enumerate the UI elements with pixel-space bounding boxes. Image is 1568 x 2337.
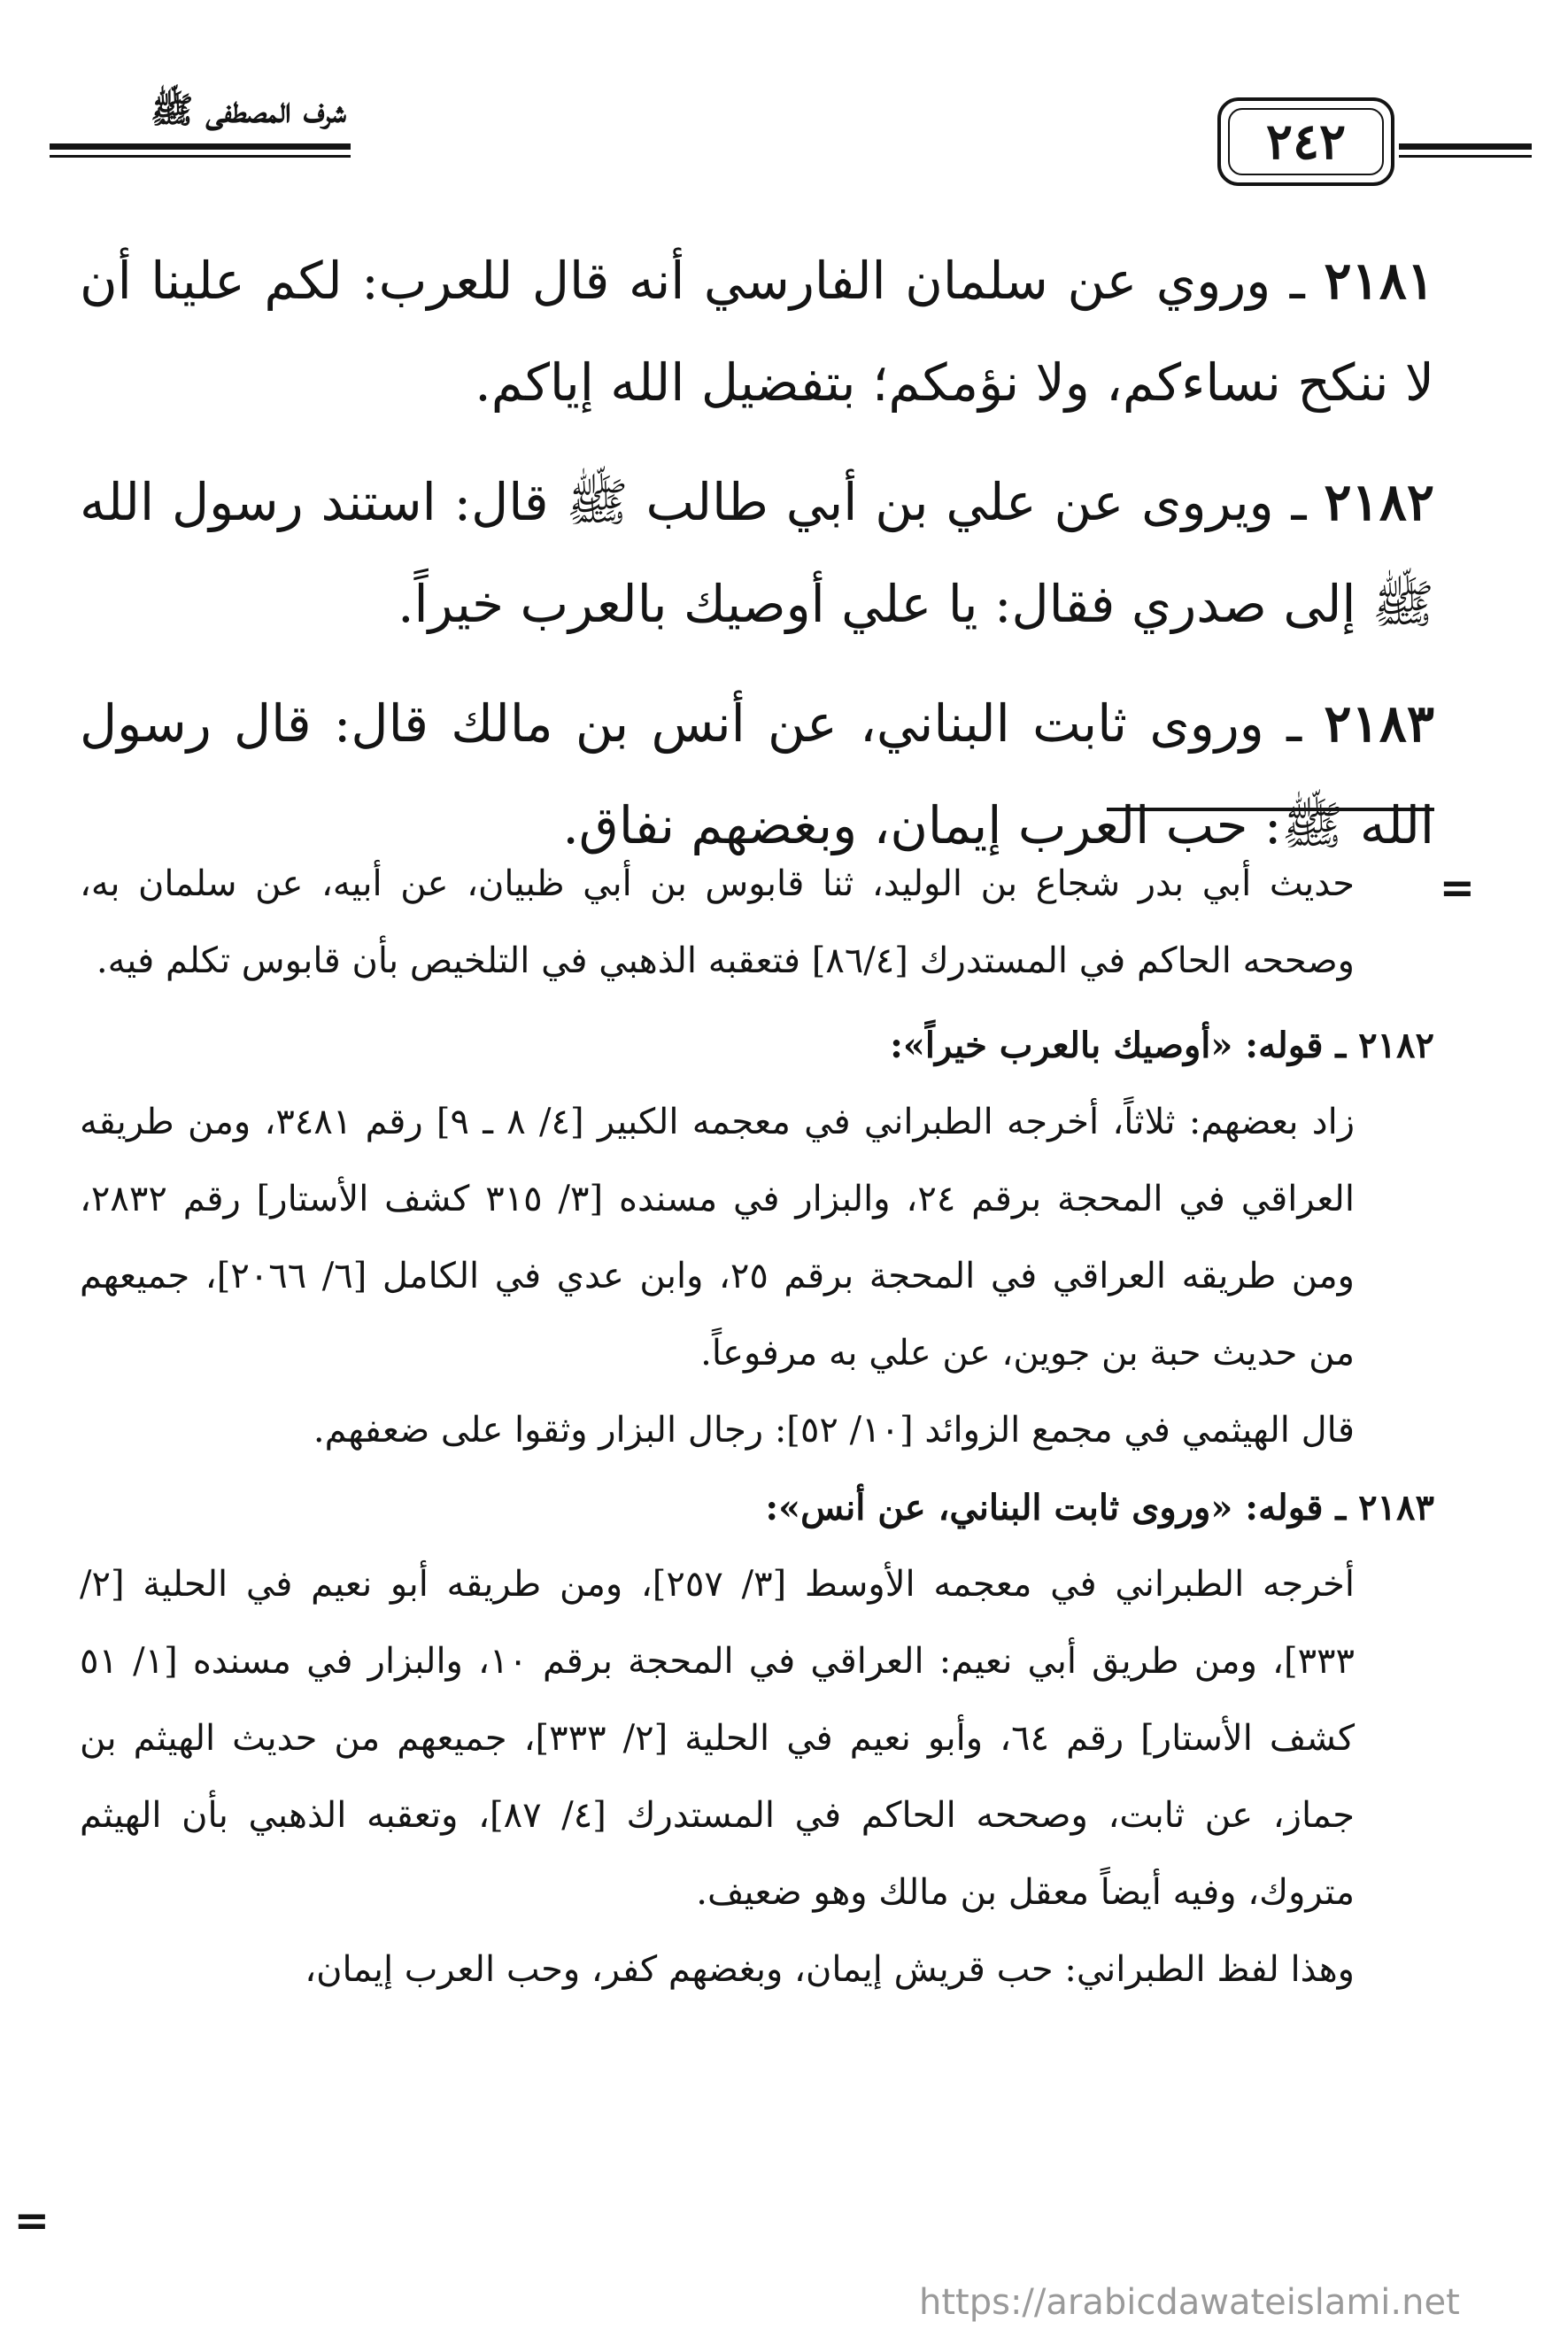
header-rule	[50, 143, 351, 158]
book-title: شرف المصطفى ﷺ	[151, 89, 346, 131]
footnote-carryover: حديث أبي بدر شجاع بن الوليد، ثنا قابوس بن أبي ظبيان، عن أبيه، عن سلمان به، وصححه الحاكم في المستدرك [٨٦/٤] فتعقبه الذهبي في التلخيص بأن قابوس تكلم فيه.	[80, 863, 1355, 981]
hadith-number: ٢١٨٢	[1324, 472, 1434, 532]
footnote-2183-heading: ٢١٨٣ ـ قوله: «وروى ثابت البناني، عن أنس»:	[765, 1487, 1434, 1528]
continuation-mark: =	[1439, 863, 1475, 913]
hadith-text: ـ وروى ثابت البناني، عن أنس بن مالك قال: قال رسول الله ﷺ: حب العرب إيمان، وبغضهم نفاق.	[80, 693, 1434, 855]
watermark-url: https://arabicdawateislami.net	[919, 2282, 1460, 2323]
hadith-number: ٢١٨١	[1324, 251, 1435, 311]
hadith-text: ـ ويروى عن علي بن أبي طالب ﷺ قال: استند رسول الله ﷺ إلى صدري فقال: يا علي أوصيك بالعرب خيراً.	[80, 472, 1434, 634]
footnote-2183-body: أخرجه الطبراني في معجمه الأوسط [٣/ ٢٥٧]، ومن طريقه أبو نعيم في الحلية [٢/ ٣٣٣]، ومن طريق أبي نعيم: العراقي في المحجة برقم ١٠، والبزار في مسنده [١/ ٥١ كشف الأستار] رقم ٦٤، وأبو نعيم في الحلية [٢/ ٣٣٣]، جميعهم من حديث الهيثم بن جماز، عن ثابت، وصححه الحاكم في المستدرك [٤/ ٨٧]، وتعقبه الذهبي بأن الهيثم متروك، وفيه أيضاً معقل بن مالك وهو ضعيف.	[80, 1564, 1356, 1913]
hadith-number: ٢١٨٣	[1324, 693, 1434, 754]
page-number-frame	[1217, 97, 1394, 186]
footnote-2182-body: زاد بعضهم: ثلاثاً، أخرجه الطبراني في معجمه الكبير [٤/ ٨ ـ ٩] رقم ٣٤٨١، ومن طريقه العراقي في المحجة برقم ٢٤، والبزار في مسنده [٣/ ٣١٥ كشف الأستار] رقم ٢٨٣٢، ومن طريقه العراقي في المحجة برقم ٢٥، وابن عدي في الكامل [٦/ ٢٠٦٦]، جميعهم من حديث حبة بن جوين، عن علي به مرفوعاً.	[80, 1102, 1356, 1374]
header-rule-short	[1399, 143, 1532, 158]
hadith-2182	[80, 452, 1434, 655]
continuation-mark-end: =	[13, 2196, 50, 2246]
footnote-2182-body-2: قال الهيثمي في مجمع الزوائد [١٠/ ٥٢]: رجال البزار وثقوا على ضعفهم.	[313, 1410, 1355, 1451]
hadith-text: ـ وروي عن سلمان الفارسي أنه قال للعرب: لكم علينا أن لا ننكح نساءكم، ولا نؤمكم؛ بتفضيل الله إياكم.	[80, 251, 1434, 413]
main-text	[80, 230, 1434, 894]
footnotes	[80, 846, 1434, 2008]
footnote-2183-body-2: وهذا لفظ الطبراني: حب قريش إيمان، وبغضهم كفر، وحب العرب إيمان،	[305, 1949, 1355, 1990]
footnote-2182-heading: ٢١٨٢ ـ قوله: «أوصيك بالعرب خيراً»:	[890, 1025, 1434, 1066]
page-number: ٢٤٢	[1265, 112, 1347, 171]
footnote-separator	[1107, 808, 1434, 811]
hadith-2181	[80, 230, 1434, 434]
